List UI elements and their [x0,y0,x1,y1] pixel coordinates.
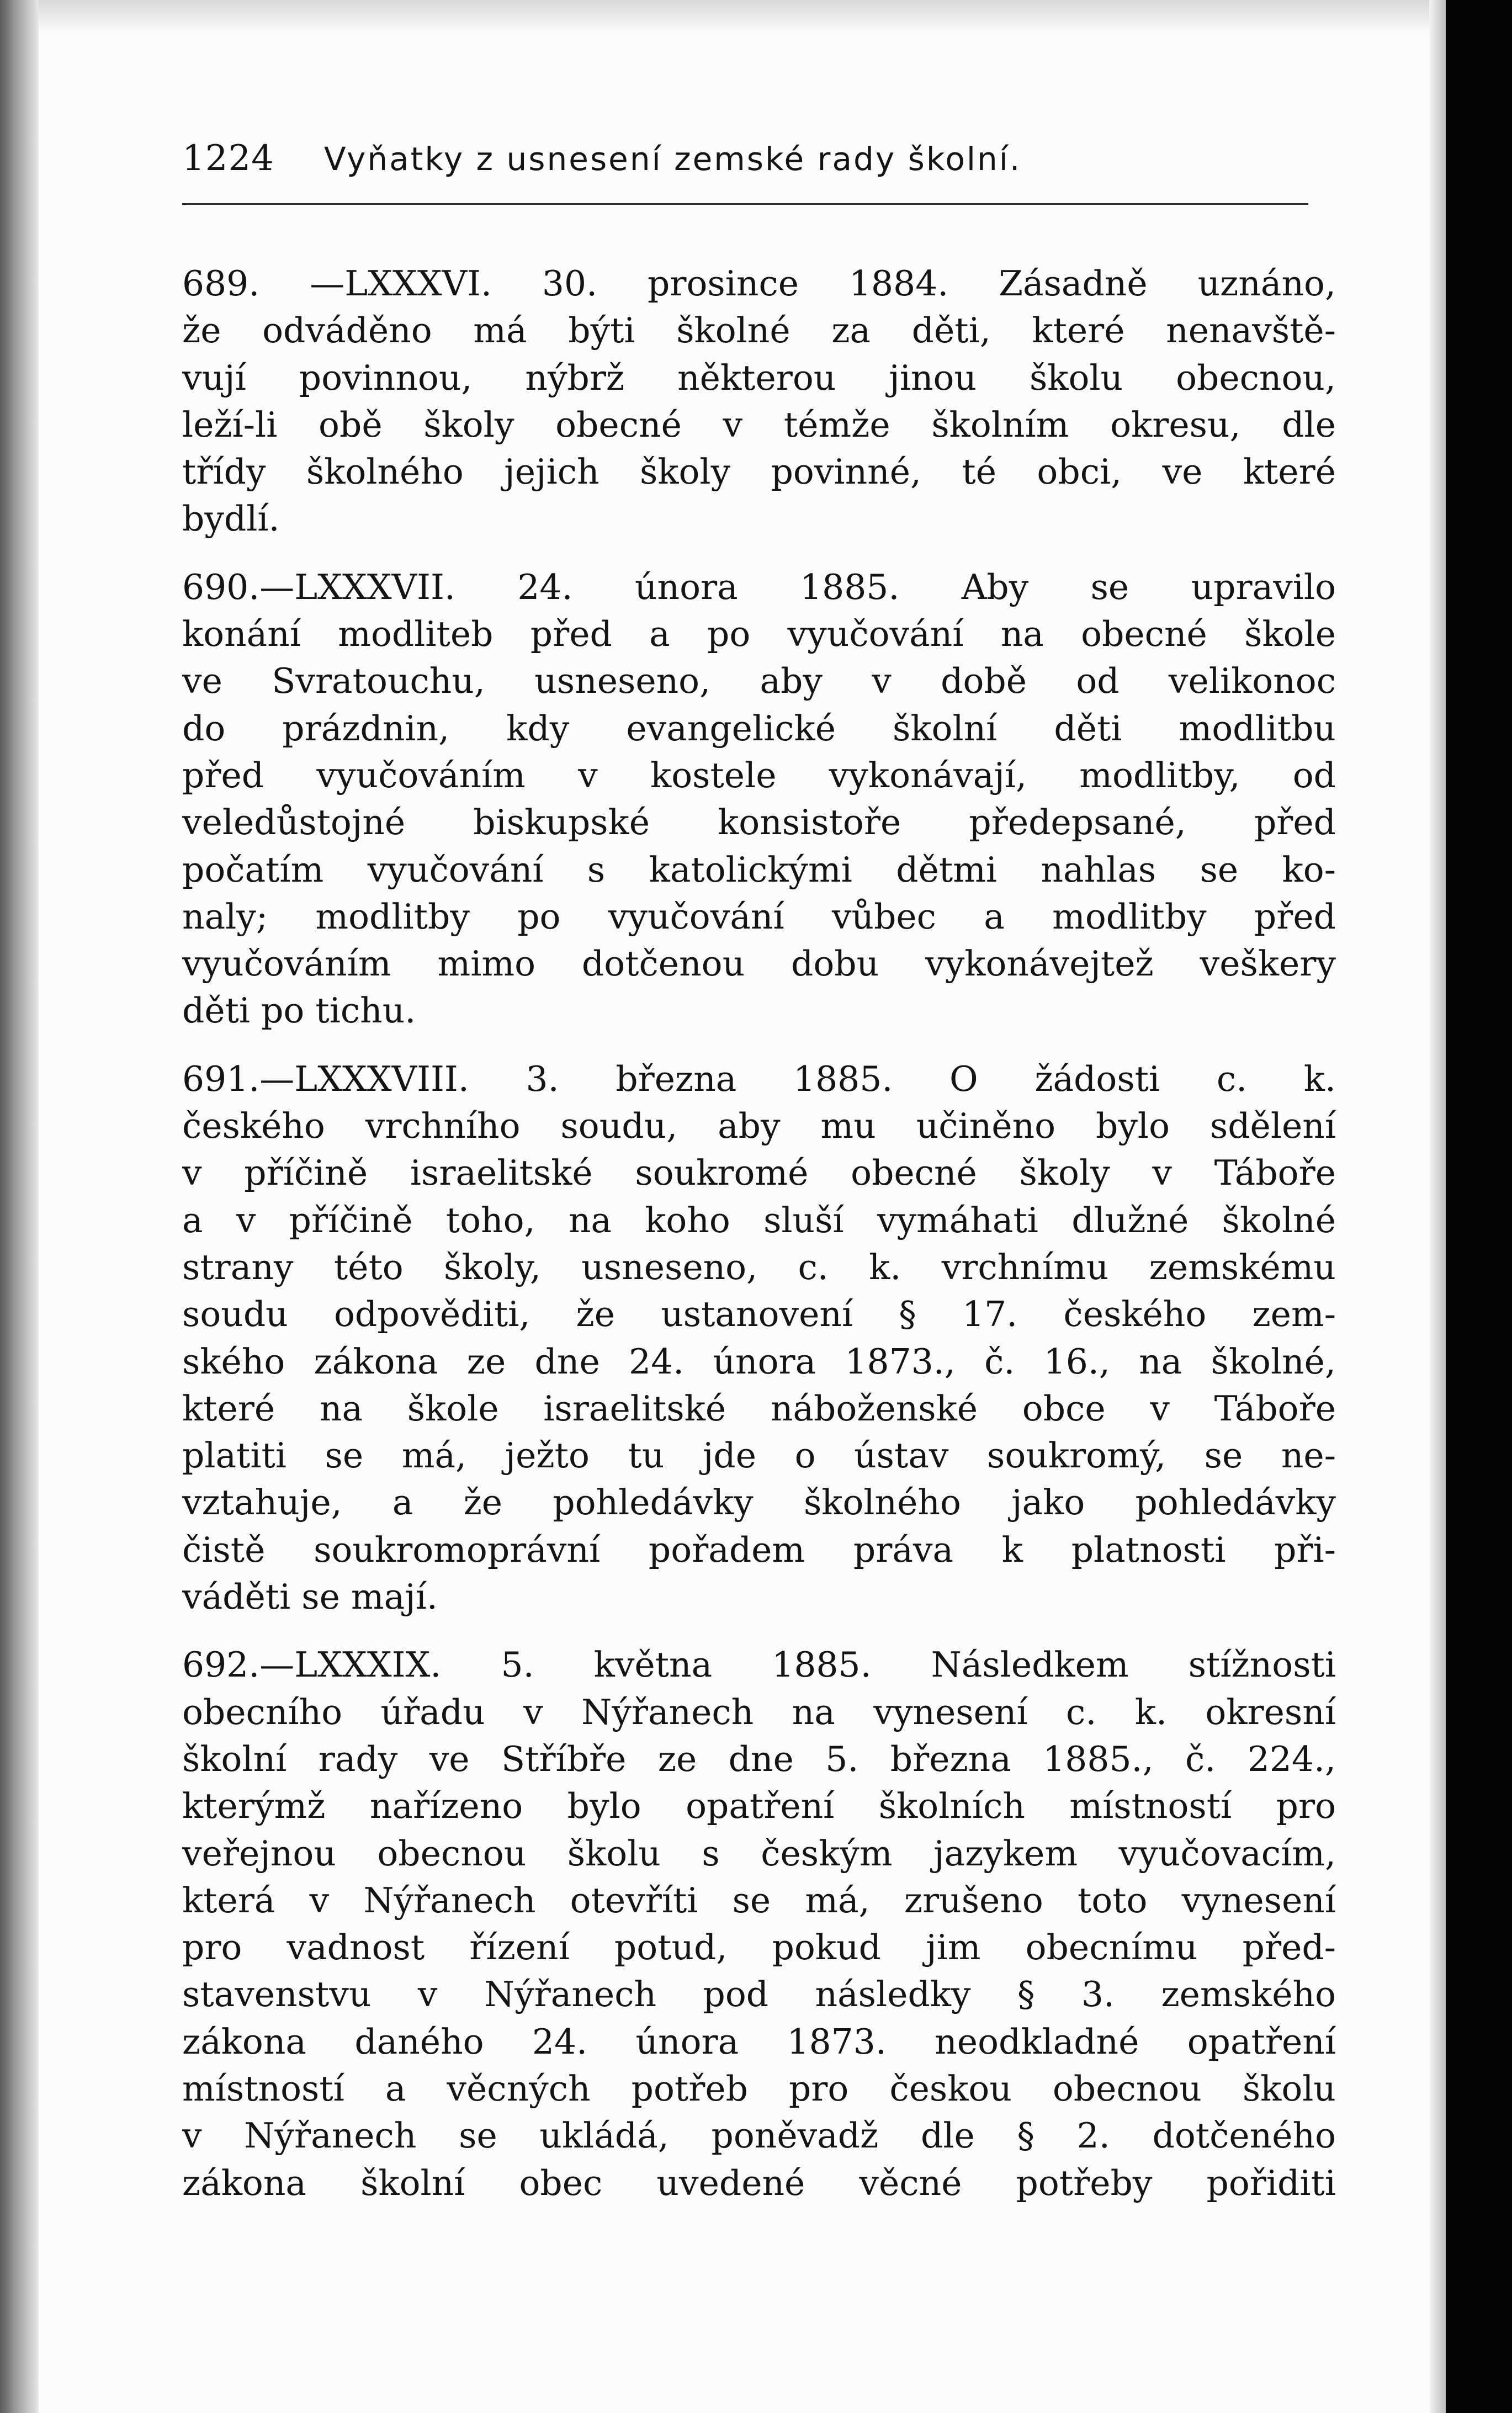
entry-692 [182,1641,1336,2207]
text-line: naly; modlitby po vyučování vůbec a modlitby před [182,896,1336,937]
text-line: českého vrchního soudu, aby mu učiněno bylo sdělení [182,1106,1336,1147]
entry-689 [182,260,1336,543]
text-line: veledůstojné biskupské konsistoře předepsané, před [182,802,1336,843]
text-line: čistě soukromoprávní pořadem práva k platnosti při- [182,1529,1336,1570]
scan-edge-right [1446,0,1512,2413]
text-line: 690.—LXXXVII. 24. února 1885. Aby se upravilo [182,566,1336,607]
text-line: 689. —LXXXVI. 30. prosince 1884. Zásadně uznáno, [182,263,1336,304]
text-line: vují povinnou, nýbrž některou jinou školu obecnou, [182,357,1336,398]
text-line: stavenstvu v Nýřanech pod následky § 3. zemského [182,1974,1336,2015]
scan-edge-left [0,0,39,2413]
text-line: 692.—LXXXIX. 5. května 1885. Následkem stížnosti [182,1645,1336,1685]
text-line: ve Svratouchu, usneseno, aby v době od velikonoc [182,661,1336,702]
text-line: obecního úřadu v Nýřanech na vynesení c. k. okresní [182,1691,1336,1732]
text-line: ského zákona ze dne 24. února 1873., č. 16., na školné, [182,1341,1336,1382]
text-line: místností a věcných potřeb pro českou obecnou školu [182,2068,1336,2109]
text-line: která v Nýřanech otevříti se má, zrušeno toto vynesení [182,1880,1336,1921]
text-line: zákona daného 24. února 1873. neodkladné opatření [182,2021,1336,2062]
text-line: soudu odpověditi, že ustanovení § 17. českého zem- [182,1294,1336,1335]
header-rule [182,203,1308,205]
text-line: vztahuje, a že pohledávky školného jako pohledávky [182,1482,1336,1523]
page-number: 1224 [182,138,274,179]
text-line: v příčině israelitské soukromé obecné školy v Táboře [182,1153,1336,1194]
scan-edge-top [0,0,1512,33]
entry-691 [182,1056,1336,1621]
text-line: děti po tichu. [182,990,416,1031]
text-line: pro vadnost řízení potud, pokud jim obecnímu před- [182,1927,1336,1968]
text-line: konání modliteb před a po vyučování na obecné škole [182,614,1336,655]
scan-edge-right-shadow [1429,0,1446,2413]
running-title: Vyňatky z usnesení zemské rady školní. [323,140,1022,178]
text-line: do prázdnin, kdy evangelické školní děti modlitbu [182,708,1336,749]
text-line: platiti se má, ježto tu jde o ústav soukromý, se ne- [182,1435,1336,1476]
text-line: a v příčině toho, na koho sluší vymáhati dlužné školné [182,1200,1336,1240]
text-line: v Nýřanech se ukládá, poněvadž dle § 2. dotčeného [182,2115,1336,2156]
text-line: strany této školy, usneseno, c. k. vrchnímu zemskému [182,1247,1336,1287]
text-line: před vyučováním v kostele vykonávají, modlitby, od [182,755,1336,796]
text-line: počatím vyučování s katolickými dětmi nahlas se ko- [182,849,1336,890]
text-line: třídy školného jejich školy povinné, té obci, ve které [182,452,1336,492]
text-line: bydlí. [182,498,280,539]
page-content [182,138,1336,2228]
text-line: školní rady ve Stříbře ze dne 5. března 1885., č. 224., [182,1738,1336,1779]
running-head [182,138,1336,199]
text-line: leží-li obě školy obecné v témže školním okresu, dle [182,404,1336,445]
text-line: kterýmž nařízeno bylo opatření školních místností pro [182,1786,1336,1827]
text-line: že odváděno má býti školné za děti, které nenavště- [182,310,1336,351]
text-line: váděti se mají. [182,1577,438,1617]
text-line: zákona školní obec uvedené věcné potřeby pořiditi [182,2162,1336,2203]
entry-690 [182,564,1336,1035]
text-line: vyučováním mimo dotčenou dobu vykonávejtež veškery [182,943,1336,984]
text-line: veřejnou obecnou školu s českým jazykem vyučovacím, [182,1833,1336,1874]
text-line: 691.—LXXXVIII. 3. března 1885. O žádosti c. k. [182,1058,1336,1099]
text-line: které na škole israelitské náboženské obce v Táboře [182,1388,1336,1429]
